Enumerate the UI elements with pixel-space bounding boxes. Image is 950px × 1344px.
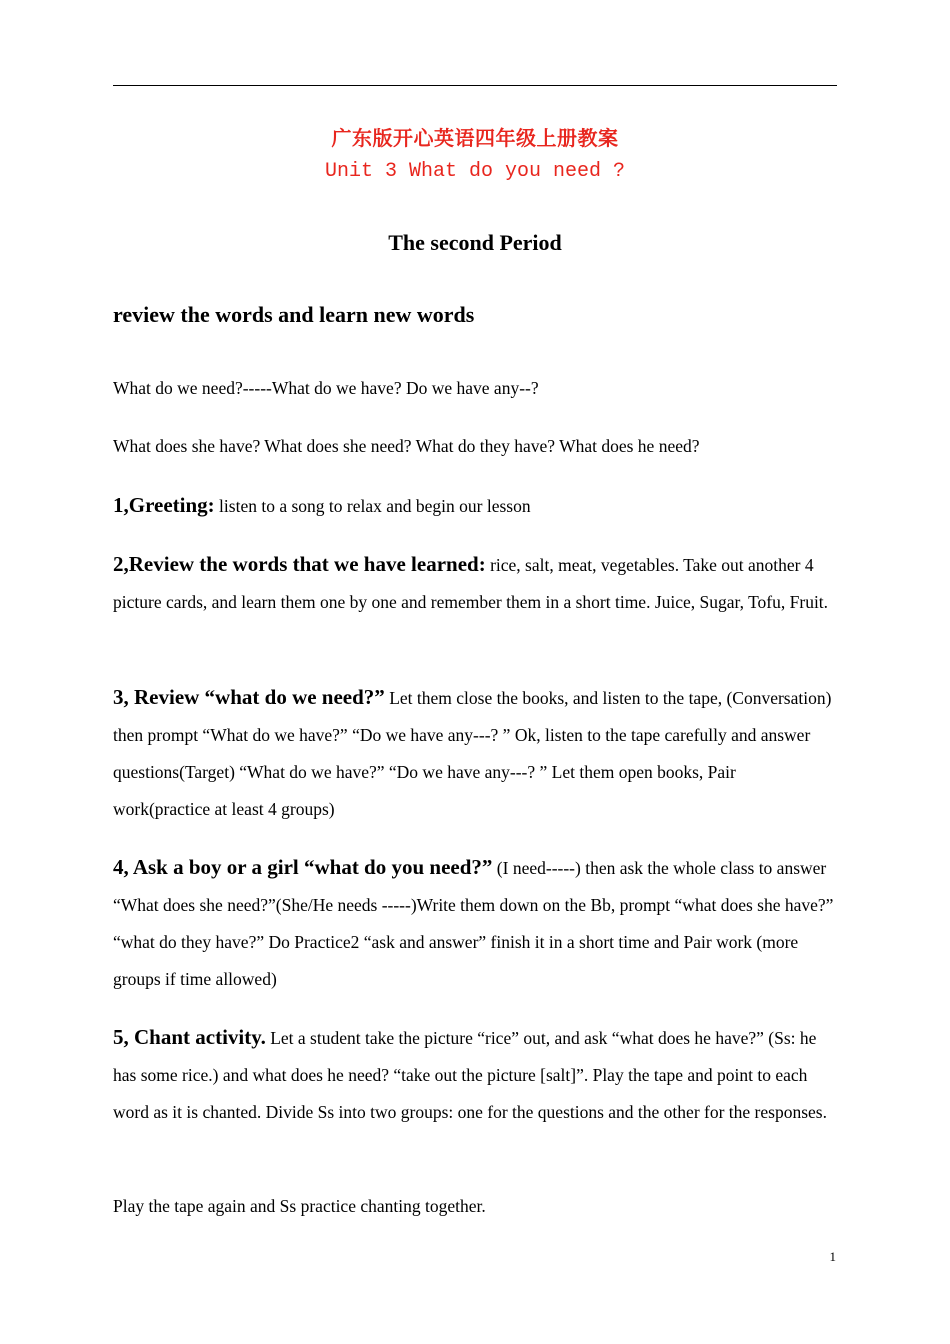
step-review-question: [113, 679, 837, 828]
section-heading: review the words and learn new words: [113, 302, 475, 327]
closing-line: Play the tape again and Ss practice chanting together.: [113, 1196, 486, 1216]
step-greeting: [113, 487, 837, 525]
step-text: rice, salt, meat, vegetables. Take out another 4 picture cards, and learn them one by one and remember them in a short time. Juice, Sugar, Tofu, Fruit.: [113, 555, 829, 612]
page-number: 1: [829, 1249, 836, 1264]
period-heading: The second Period: [388, 230, 562, 255]
header-rule: [113, 85, 837, 86]
step-text: Let them close the books, and listen to the tape, (Conversation) then prompt “What do we have?” “Do we have any---? ” Ok, listen to the tape carefully and answer questions(Target) “What do we have?” “Do we have any---? ” Let them open books, Pair work(practice at least 4 groups): [113, 688, 832, 819]
step-lead: 2,Review the words that we have learned:: [113, 552, 486, 576]
step-text: (I need-----) then ask the whole class to answer “What does she need?”(She/He needs -----)Write them down on the Bb, prompt “what does she have?” “what do they have?” Do Practice2 “ask and answer” finish it in a short time and Pair work (more groups if time allowed): [113, 858, 834, 989]
step-text: Let a student take the picture “rice” out, and ask “what does he have?” (Ss: he has some rice.) and what does he need? “take out the picture [salt]”. Play the tape and point to each word as it is chanted. Divide Ss into two groups: one for the questions and the other for the responses.: [113, 1028, 827, 1122]
step-chant-activity: [113, 1019, 837, 1131]
step-lead: 4, Ask a boy or a girl “what do you need?”: [113, 855, 493, 879]
step-ask-boy-girl: [113, 849, 837, 998]
step-lead: 1,Greeting:: [113, 493, 215, 517]
step-review-words: [113, 546, 837, 621]
unit-title: Unit 3 What do you need ?: [324, 160, 626, 183]
step-text: listen to a song to relax and begin our lesson: [214, 496, 531, 516]
intro-line-1: What do we need?-----What do we have? Do we have any--?: [113, 378, 539, 398]
step-lead: 3, Review “what do we need?”: [113, 685, 385, 709]
intro-line-2: What does she have? What does she need? What do they have? What does he need?: [113, 436, 700, 456]
step-lead: 5, Chant activity.: [113, 1025, 266, 1049]
document-title-chinese: 广东版开心英语四年级上册教案: [331, 126, 619, 150]
